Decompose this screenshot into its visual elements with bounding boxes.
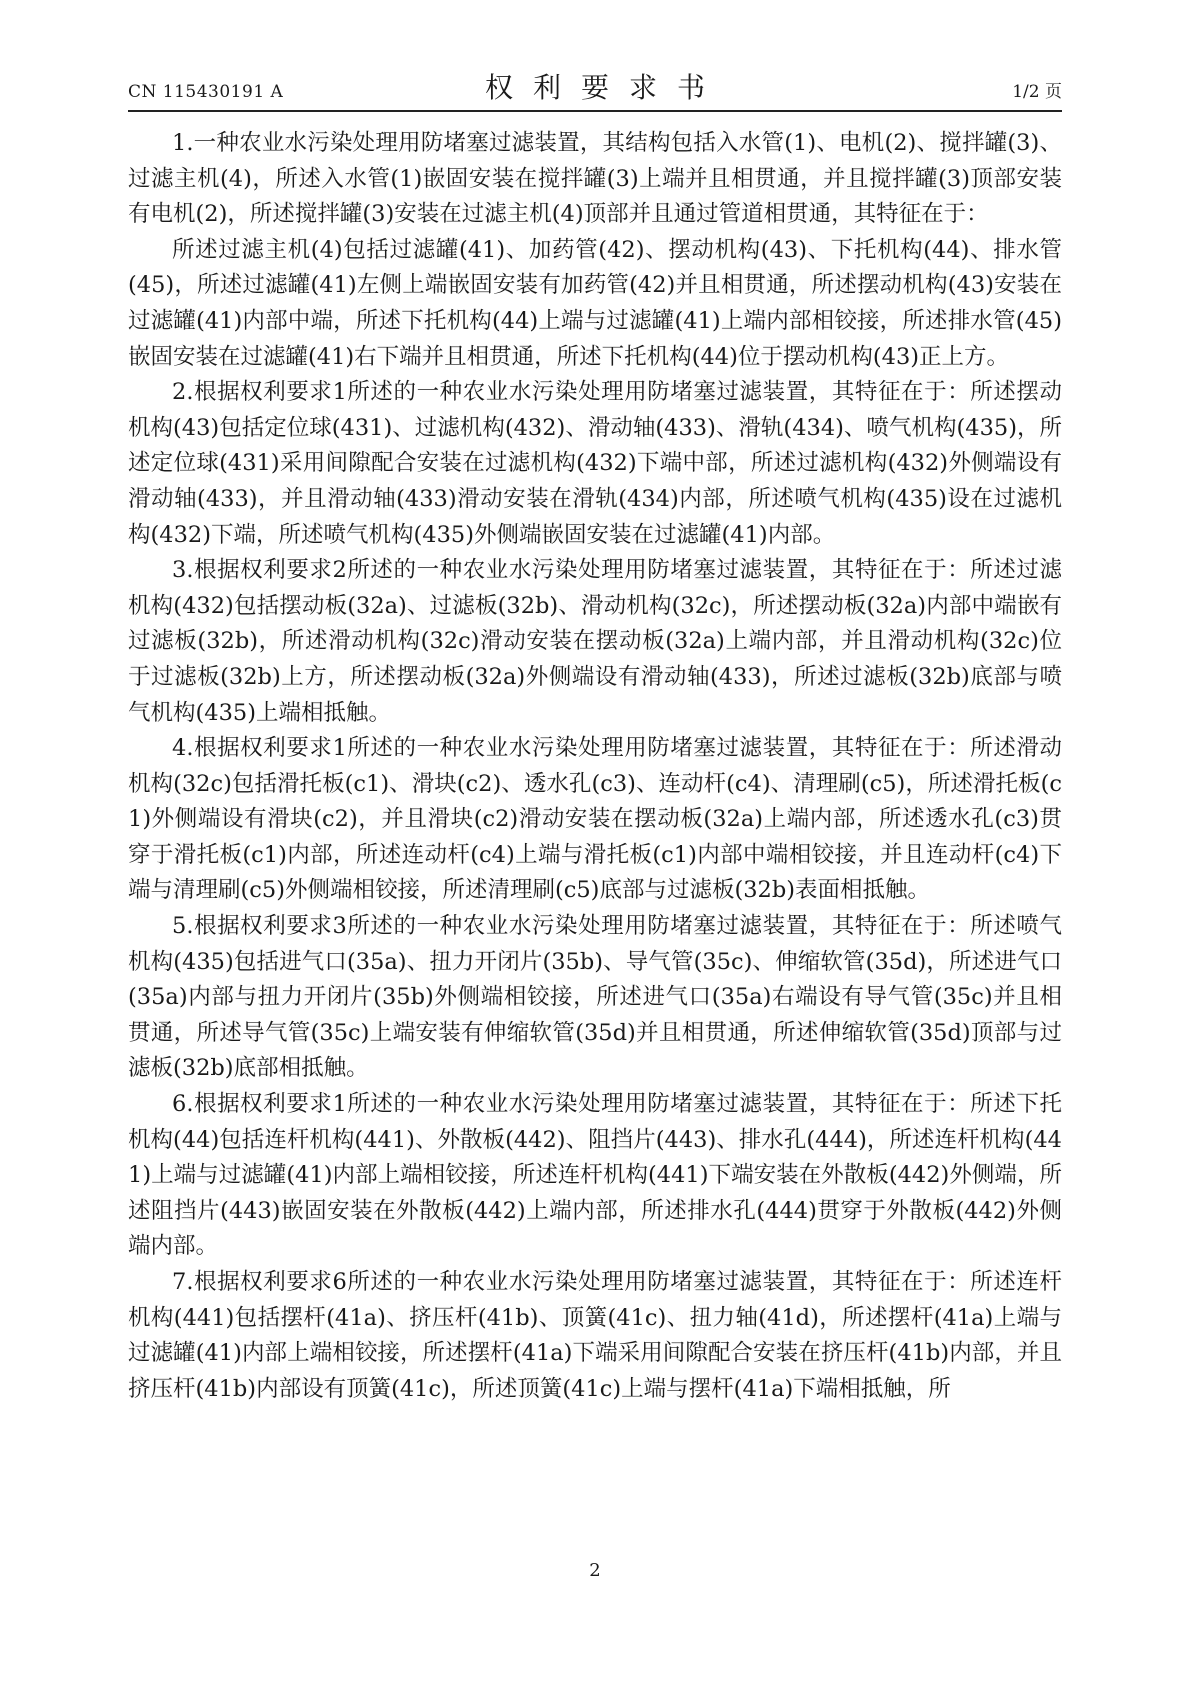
claim-7-paragraph: 7.根据权利要求6所述的一种农业水污染处理用防堵塞过滤装置，其特征在于：所述连杆机构(441)包括摆杆(41a)、挤压杆(41b)、顶簧(41c)、扭力轴(41d)，所述摆杆(41a)上端与过滤罐(41)内部上端相铰接，所述摆杆(41a)下端采用间隙配合安装在挤压杆(41b)内部，并且挤压杆(41b)内部设有顶簧(41c)，所述顶簧(41c)上端与摆杆(41a)下端相抵触，所 <box>128 1269 1062 1402</box>
claim-2-paragraph: 2.根据权利要求1所述的一种农业水污染处理用防堵塞过滤装置，其特征在于：所述摆动机构(43)包括定位球(431)、过滤机构(432)、滑动轴(433)、滑轨(434)、喷气机构(435)，所述定位球(431)采用间隙配合安装在过滤机构(432)下端中部，所述过滤机构(432)外侧端设有滑动轴(433)，并且滑动轴(433)滑动安装在滑轨(434)内部，所述喷气机构(435)设在过滤机构(432)下端，所述喷气机构(435)外侧端嵌固安装在过滤罐(41)内部。 <box>128 379 1062 548</box>
claim-5-paragraph: 5.根据权利要求3所述的一种农业水污染处理用防堵塞过滤装置，其特征在于：所述喷气机构(435)包括进气口(35a)、扭力开闭片(35b)、导气管(35c)、伸缩软管(35d)，所述进气口(35a)内部与扭力开闭片(35b)外侧端相铰接，所述进气口(35a)右端设有导气管(35c)并且相贯通，所述导气管(35c)上端安装有伸缩软管(35d)并且相贯通，所述伸缩软管(35d)顶部与过滤板(32b)底部相抵触。 <box>128 913 1062 1082</box>
claim-4-paragraph: 4.根据权利要求1所述的一种农业水污染处理用防堵塞过滤装置，其特征在于：所述滑动机构(32c)包括滑托板(c1)、滑块(c2)、透水孔(c3)、连动杆(c4)、清理刷(c5)，所述滑托板(c1)外侧端设有滑块(c2)，并且滑块(c2)滑动安装在摆动板(32a)上端内部，所述透水孔(c3)贯穿于滑托板(c1)内部，所述连动杆(c4)上端与滑托板(c1)内部中端相铰接，并且连动杆(c4)下端与清理刷(c5)外侧端相铰接，所述清理刷(c5)底部与过滤板(32b)表面相抵触。 <box>128 735 1062 904</box>
page-indicator: 1/2 页 <box>1012 82 1062 102</box>
claim-3-paragraph: 3.根据权利要求2所述的一种农业水污染处理用防堵塞过滤装置，其特征在于：所述过滤机构(432)包括摆动板(32a)、过滤板(32b)、滑动机构(32c)，所述摆动板(32a)内部中端嵌有过滤板(32b)，所述滑动机构(32c)滑动安装在摆动板(32a)上端内部，并且滑动机构(32c)位于过滤板(32b)上方，所述摆动板(32a)外侧端设有滑动轴(433)，所述过滤板(32b)底部与喷气机构(435)上端相抵触。 <box>128 557 1062 726</box>
claims-body <box>128 126 1062 1407</box>
claim-1-paragraph: 1.一种农业水污染处理用防堵塞过滤装置，其结构包括入水管(1)、电机(2)、搅拌罐(3)、过滤主机(4)，所述入水管(1)嵌固安装在搅拌罐(3)上端并且相贯通，并且搅拌罐(3)顶部安装有电机(2)，所述搅拌罐(3)安装在过滤主机(4)顶部并且通过管道相贯通，其特征在于： <box>128 130 1062 228</box>
page-number: 2 <box>589 1560 601 1581</box>
page-footer <box>0 1560 1190 1581</box>
document-header <box>128 62 1062 112</box>
claim-1-feature-paragraph: 所述过滤主机(4)包括过滤罐(41)、加药管(42)、摆动机构(43)、下托机构(44)、排水管(45)，所述过滤罐(41)左侧上端嵌固安装有加药管(42)并且相贯通，所述摆动机构(43)安装在过滤罐(41)内部中端，所述下托机构(44)上端与过滤罐(41)上端内部相铰接，所述排水管(45)嵌固安装在过滤罐(41)右下端并且相贯通，所述下托机构(44)位于摆动机构(43)正上方。 <box>128 236 1062 370</box>
page-title: 权利要求书 <box>484 71 725 104</box>
patent-number: CN 115430191 A <box>128 82 284 102</box>
claim-6-paragraph: 6.根据权利要求1所述的一种农业水污染处理用防堵塞过滤装置，其特征在于：所述下托机构(44)包括连杆机构(441)、外散板(442)、阻挡片(443)、排水孔(444)，所述连杆机构(441)上端与过滤罐(41)内部上端相铰接，所述连杆机构(441)下端安装在外散板(442)外侧端，所述阻挡片(443)嵌固安装在外散板(442)上端内部，所述排水孔(444)贯穿于外散板(442)外侧端内部。 <box>128 1091 1062 1260</box>
